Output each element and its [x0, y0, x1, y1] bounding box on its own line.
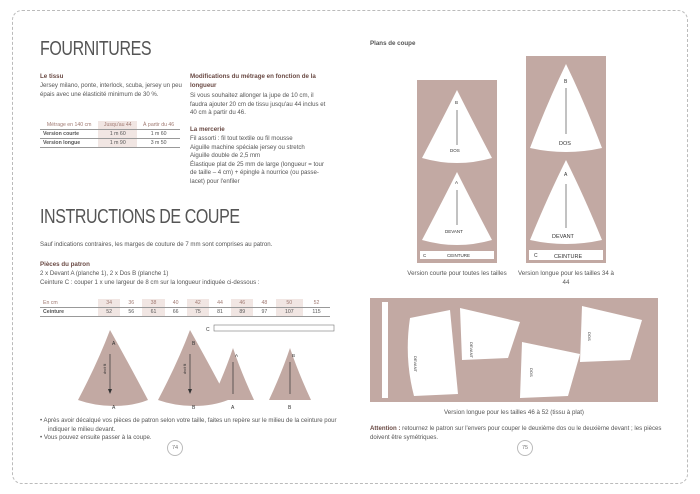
attention-text: retournez le patron sur l'envers pour couper le deuxième dos ou le deuxième devant ; les pièces doivent être symétriques.	[370, 425, 662, 441]
pieces-line2: Ceinture C : couper 1 x une largeur de 8 cm sur la longueur indiquée ci-dessous :	[40, 279, 260, 286]
size-header-cell: 34	[98, 299, 120, 308]
piece-letter-a: A	[235, 353, 239, 358]
dos-label: DOS	[450, 148, 460, 153]
ceinture-value-cell: 97	[261, 309, 268, 315]
caption-letter-b: B	[192, 405, 196, 411]
devant-label: DEVANT	[552, 234, 574, 240]
metrage-header: Jusqu'au 44	[98, 121, 137, 130]
size-header-cell: 46	[231, 299, 253, 308]
letter-c: C	[423, 253, 427, 258]
metrage-header: Métrage en 140 cm	[46, 122, 92, 128]
piece-letter-b: B	[292, 353, 296, 358]
ceinture-value-cell: 61	[142, 308, 164, 317]
dos-label: DOS	[559, 141, 571, 147]
metrage-cell: 3 m 50	[150, 140, 167, 146]
dos-label: DOS	[529, 368, 534, 377]
letter-c: C	[534, 253, 538, 259]
caption-letter-a: A	[231, 405, 235, 411]
bullet-item: • Vous pouvez ensuite passer à la coupe.	[40, 434, 152, 442]
instructions-title: INSTRUCTIONS DE COUPE	[40, 206, 240, 228]
letter-b: B	[564, 79, 568, 85]
size-header-cell: 50	[276, 299, 304, 308]
pieces-heading: Pièces du patron	[40, 261, 90, 268]
ceinture-value-cell: 89	[231, 308, 253, 317]
letter-a: A	[564, 172, 568, 178]
devant-label: DEVANT	[469, 342, 474, 358]
ceinture-value-cell: 52	[98, 308, 120, 317]
size-header-cell: 52	[313, 300, 320, 306]
ceinture-label: CEINTURE	[554, 254, 583, 260]
mercerie-item: Aiguille machine spéciale jersey ou stretch	[190, 143, 305, 151]
bullet-text: Après avoir décalqué vos pièces de patron selon votre taille, faites un repère sur le milieu de la ceinture pour indiquer le milieu devant.	[43, 417, 337, 433]
caption-wide: Version longue pour les tailles 46 à 52 (tissu à plat)	[444, 409, 584, 416]
ceinture-value-cell: 75	[187, 308, 209, 317]
metrage-cell: Version longue	[43, 140, 81, 146]
waistband-strip	[214, 325, 334, 331]
ceinture-value-cell: 66	[172, 309, 179, 315]
grain-label: droit fil	[103, 363, 107, 374]
plans-heading: Plans de coupe	[370, 40, 416, 47]
metrage-header: À partir du 46	[143, 122, 175, 128]
size-label: En cm	[43, 300, 58, 306]
mercerie-heading: La mercerie	[190, 126, 225, 133]
marges-text: Sauf indications contraires, les marges de couture de 7 mm sont comprises au patron.	[40, 241, 273, 248]
metrage-cell: 1 m 60	[98, 130, 137, 139]
size-header-cell: 38	[142, 299, 164, 308]
size-header-cell: 36	[128, 300, 135, 306]
ceinture-label: Ceinture	[43, 309, 65, 315]
size-header-cell: 44	[217, 300, 223, 306]
caption-letter-b: B	[288, 405, 292, 411]
mercerie-item: Aiguille double de 2,5 mm	[190, 152, 261, 160]
layout-short	[417, 80, 497, 265]
dos-label: DOS	[587, 332, 592, 341]
ceinture-strip	[382, 302, 388, 398]
size-header-cell: 48	[261, 300, 268, 306]
pieces-line1: 2 x Devant A (planche 1), 2 x Dos B (planche 1)	[40, 270, 169, 277]
attention-note	[370, 425, 662, 442]
ceinture-value-cell: 56	[128, 309, 135, 315]
metrage-cell: Version courte	[43, 131, 80, 137]
metrage-cell: 1 m 60	[150, 131, 167, 137]
piece-devant-1	[408, 310, 458, 396]
size-table	[40, 299, 330, 317]
ceinture-value-cell: 107	[276, 308, 304, 317]
bullet-text: Vous pouvez ensuite passer à la coupe.	[43, 434, 152, 442]
devant-label: DEVANT	[445, 229, 463, 234]
mercerie-list	[190, 135, 330, 187]
piece-letter-a: A	[112, 341, 116, 347]
page-number-right: 75	[517, 440, 533, 456]
grain-label: droit fil	[183, 363, 187, 374]
pattern-pieces-diagram	[40, 322, 340, 412]
layout-wide	[370, 298, 658, 404]
letter-a: A	[455, 180, 459, 185]
caption-short: Version courte pour toutes les tailles	[407, 270, 507, 277]
ceinture-label: CEINTURE	[447, 253, 471, 258]
bullet-item: • Après avoir décalqué vos pièces de patron selon votre taille, faites un repère sur le milieu de la ceinture pour indiquer le milieu devant.	[40, 417, 337, 433]
tissu-text: Jersey milano, ponte, interlock, scuba, jersey un peu épais avec une élasticité minimum de 30 %.	[40, 82, 182, 98]
layout-long	[526, 56, 606, 265]
size-header-cell: 42	[187, 299, 209, 308]
page-number-left: 74	[167, 440, 183, 456]
size-header-cell: 40	[172, 300, 179, 306]
metrage-cell: 1 m 90	[98, 139, 137, 148]
caption-letter-a: A	[112, 405, 116, 411]
modif-text: Si vous souhaitez allonger la jupe de 10 cm, il faudra ajouter 20 cm de tissu jusqu'au 44 inclus et 40 cm à partir du 46.	[190, 92, 326, 117]
bullet-list	[40, 417, 340, 443]
mercerie-item: Élastique plat de 25 mm de large (longueur = tour de taille – 4 cm) + épingle à nourrice (ou passe-lacet) pour l'enfiler	[190, 160, 324, 185]
letter-b: B	[455, 100, 459, 105]
fournitures-title: FOURNITURES	[40, 38, 152, 60]
mercerie-item: Fil assorti : fil tout textile ou fil mousse	[190, 135, 293, 142]
caption-long: Version longue pour les tailles 34 à 44	[518, 270, 614, 286]
attention-label: Attention :	[370, 425, 401, 432]
caption-letter-c: C	[206, 327, 210, 333]
metrage-table	[40, 121, 180, 148]
devant-label: DEVANT	[413, 356, 418, 372]
modif-heading: Modifications du métrage en fonction de la longueur	[190, 73, 316, 89]
ceinture-value-cell: 81	[217, 309, 223, 315]
tissu-heading: Le tissu	[40, 73, 64, 80]
ceinture-value-cell: 115	[312, 309, 321, 315]
piece-letter-b: B	[192, 341, 196, 347]
